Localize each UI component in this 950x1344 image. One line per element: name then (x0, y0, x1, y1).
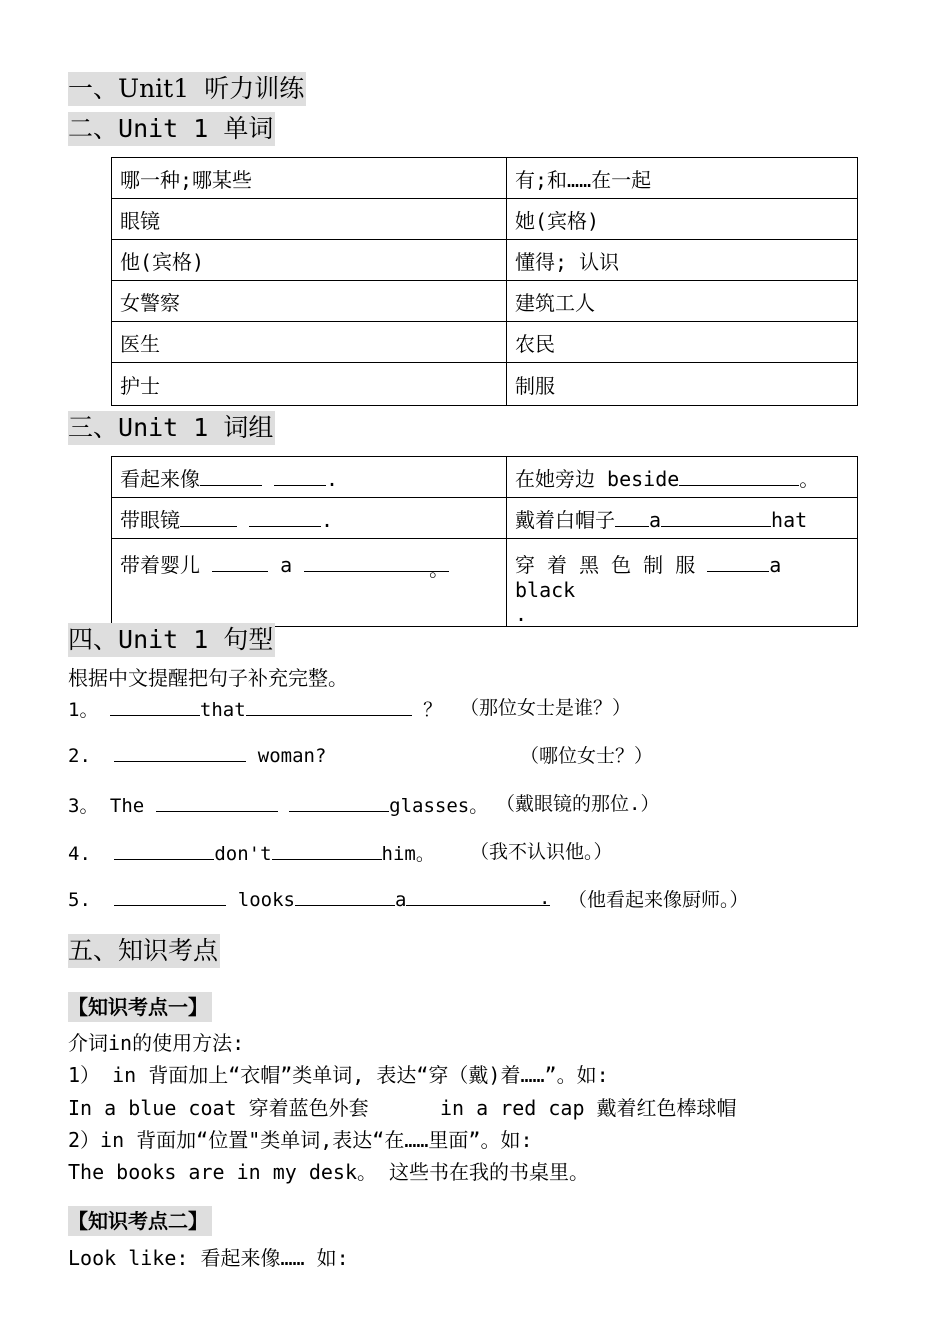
sentence-text: a (394, 889, 407, 911)
phrase-text: 带着婴儿 (120, 553, 213, 577)
answer-blank[interactable] (156, 793, 278, 812)
knowledge-text: 介词in的使用方法: (68, 1031, 245, 1055)
sentence-hint: （他看起来像厨师。） (568, 889, 749, 911)
vocab-cell: 有;和……在一起 (507, 158, 858, 199)
section-heading-3 (68, 411, 275, 445)
sentence-hint: （那位女士是谁？） (460, 697, 632, 719)
phrase-cell (507, 457, 858, 498)
heading-unit: Unit 1 (118, 413, 209, 442)
phrase-text: a (649, 507, 662, 532)
answer-blank[interactable] (295, 887, 395, 906)
sentence-text: looks (226, 889, 295, 911)
answer-blank[interactable] (212, 553, 268, 572)
phrase-text: 穿 着 黑 色 制 服 (515, 553, 708, 577)
phrase-cell (507, 498, 858, 539)
answer-blank[interactable] (661, 508, 771, 527)
phrase-text: 。 (429, 557, 450, 581)
section-heading-4 (68, 623, 275, 657)
heading-title: 听力训练 (189, 74, 305, 103)
section-heading-5: 五、知识考点 (68, 934, 220, 968)
answer-blank[interactable] (249, 508, 321, 527)
vocab-cell: 哪一种;哪某些 (112, 158, 507, 199)
sentence-number: 4. (68, 843, 91, 865)
knowledge-example-text: in a red cap 戴着红色棒球帽 (440, 1096, 737, 1120)
answer-blank[interactable] (110, 697, 200, 716)
sentence-hint: （哪位女士？） (520, 745, 654, 767)
phrase-text: 看起来像 (120, 466, 200, 491)
phrase-text: 在她旁边 beside (515, 466, 680, 491)
sentence-text: woman? (246, 745, 327, 767)
heading-prefix: 三、 (68, 413, 119, 442)
phrase-text: 戴着白帽子 (515, 507, 615, 532)
answer-blank[interactable] (114, 887, 226, 906)
answer-blank[interactable] (246, 697, 412, 716)
heading-title: 单词 (208, 114, 274, 143)
heading-prefix: 二、 (68, 114, 119, 143)
section-heading-1 (68, 72, 306, 106)
vocab-cell: 眼镜 (112, 199, 507, 240)
vocab-cell: 懂得; 认识 (507, 240, 858, 281)
instruction-text: 根据中文提醒把句子补充完整。 (68, 666, 348, 690)
vocab-table (111, 157, 858, 406)
answer-blank[interactable] (274, 467, 326, 486)
sentence-text: glasses。 (389, 795, 489, 817)
heading-prefix: 四、 (68, 625, 119, 654)
sentence-2 (68, 743, 654, 767)
phrase-cell (112, 498, 507, 539)
knowledge-example (68, 1092, 737, 1121)
vocab-cell: 女警察 (112, 281, 507, 322)
sentence-5 (68, 887, 749, 911)
sentence-number: 5. (68, 889, 91, 911)
answer-blank[interactable] (406, 887, 551, 909)
phrase-cell (112, 539, 507, 627)
sentence-hint: （戴眼镜的那位.） (496, 793, 660, 815)
sentence-number: 3。 (68, 795, 99, 817)
knowledge-point-label-2: 【知识考点二】 (68, 1206, 212, 1236)
vocab-cell: 医生 (112, 322, 507, 363)
sentence-hint: （我不认识他。） (470, 841, 613, 863)
sentence-text: . (538, 887, 551, 909)
heading-unit: Unit1 (118, 74, 190, 103)
knowledge-example: The books are in my desk。 这些书在我的书桌里。 (68, 1160, 590, 1184)
sentence-text: ？ (411, 699, 443, 721)
vocab-cell: 他(宾格) (112, 240, 507, 281)
sentence-number: 2. (68, 745, 91, 767)
answer-blank[interactable] (707, 553, 769, 572)
section-heading-2 (68, 112, 275, 146)
heading-unit: Unit 1 (118, 114, 209, 143)
vocab-cell: 她(宾格) (507, 199, 858, 240)
sentence-4 (68, 839, 613, 866)
sentence-text: The (109, 795, 145, 817)
sentence-3 (68, 791, 660, 818)
answer-blank[interactable] (615, 508, 649, 527)
phrase-text: . (321, 507, 334, 532)
answer-blank[interactable] (679, 467, 799, 486)
answer-blank[interactable] (289, 793, 389, 812)
sentence-number: 1。 (68, 699, 99, 721)
answer-blank[interactable] (304, 553, 450, 581)
phrase-text: 带眼镜 (120, 507, 180, 532)
knowledge-point-label-1: 【知识考点一】 (68, 992, 212, 1022)
knowledge-text: 1） in 背面加上“衣帽”类单词, 表达“穿（戴)着……”。如: (68, 1063, 609, 1087)
vocab-cell: 护士 (112, 363, 507, 406)
phrase-text: 。 (799, 466, 820, 491)
phrase-cell (112, 457, 507, 498)
phrase-text: . (326, 466, 339, 491)
knowledge-text: 2）in 背面加“位置"类单词,表达“在……里面”。如: (68, 1128, 533, 1152)
knowledge-example-text: In a blue coat 穿着蓝色外套 (68, 1096, 369, 1120)
vocab-cell: 制服 (507, 363, 858, 406)
sentence-text: don't (214, 843, 272, 865)
phrase-table (111, 456, 858, 627)
heading-title: 句型 (208, 625, 274, 654)
phrase-text: a (268, 553, 305, 577)
answer-blank[interactable] (114, 743, 246, 762)
answer-blank[interactable] (200, 467, 262, 486)
knowledge-text: Look like: 看起来像…… 如: (68, 1246, 349, 1270)
sentence-text: that (199, 699, 246, 721)
phrase-text: a black (515, 553, 782, 602)
sentence-text: him。 (381, 843, 435, 865)
answer-blank[interactable] (114, 841, 214, 860)
vocab-cell: 农民 (507, 322, 858, 363)
heading-prefix: 一、 (68, 74, 119, 103)
answer-blank[interactable] (272, 841, 382, 860)
heading-unit: Unit 1 (118, 625, 209, 654)
answer-blank[interactable] (180, 508, 237, 527)
vocab-cell: 建筑工人 (507, 281, 858, 322)
heading-title: 词组 (208, 413, 274, 442)
sentence-1 (68, 695, 632, 722)
phrase-text: . (515, 602, 528, 626)
phrase-text: hat (771, 507, 808, 532)
phrase-cell (507, 539, 858, 627)
